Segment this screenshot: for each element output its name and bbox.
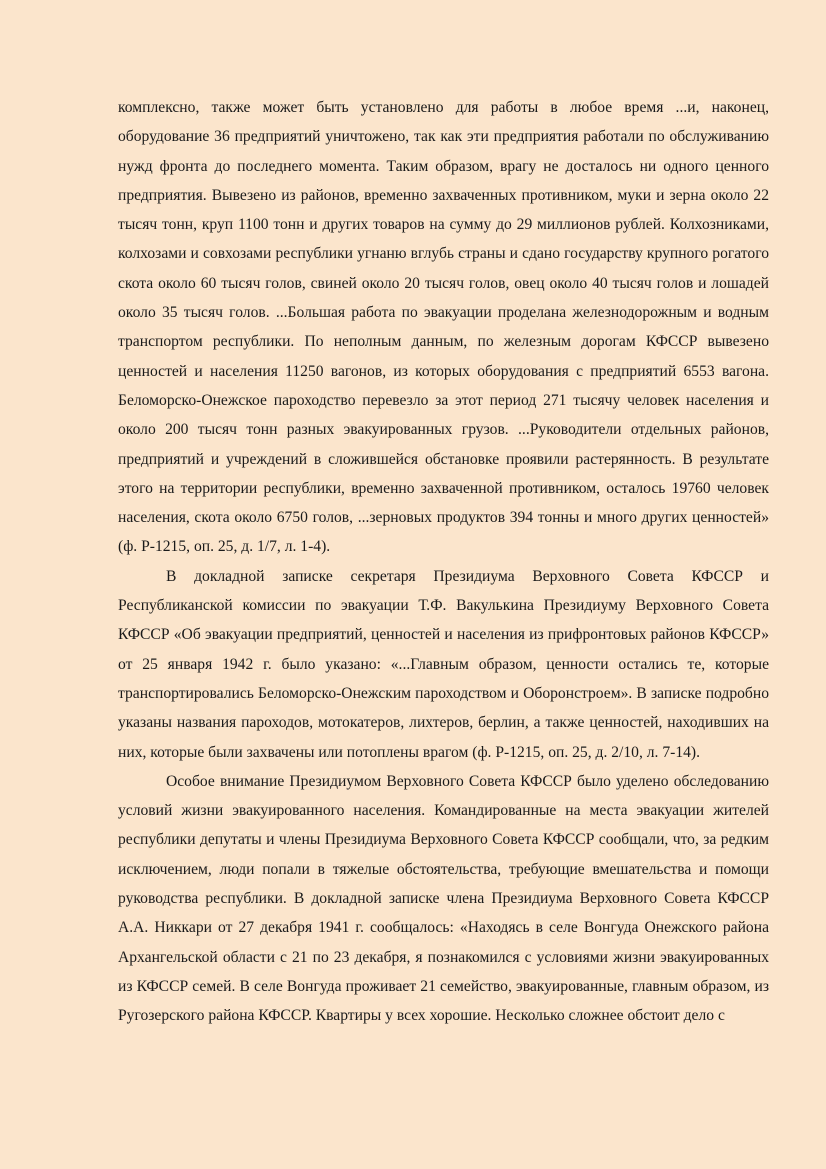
document-body [118,93,769,1031]
paragraph-3: Особое внимание Президиумом Верховного Совета КФССР было уделено обследованию условий жизни эвакуированного населения. Командированные на места эвакуации жителей республики депутаты и члены Президиума Верховного Совета КФССР сообщали, что, за редким исключением, люди попали в тяжелые обстоятельства, требующие вмешательства и помощи руководства республики. В докладной записке члена Президиума Верховного Совета КФССР А.А. Никкари от 27 декабря 1941 г. сообщалось: «Находясь в селе Вонгуда Онежского района Архангельской области с 21 по 23 декабря, я познакомился с условиями жизни эвакуированных из КФССР семей. В селе Вонгуда проживает 21 семейство, эвакуированные, главным образом, из Ругозерского района КФССР. Квартиры у всех хорошие. Несколько сложнее обстоит дело с [118,772,769,1025]
paragraph-1: комплексно, также может быть установлено для работы в любое время ...и, наконец, оборудование 36 предприятий уничтожено, так как эти предприятия работали по обслуживанию нужд фронта до последнего момента. Таким образом, врагу не досталось ни одного ценного предприятия. Вывезено из районов, временно захваченных противником, муки и зерна около 22 тысяч тонн, круп 1100 тонн и других товаров на сумму до 29 миллионов рублей. Колхозниками, колхозами и совхозами республики угнаню вглубь страны и сдано государству крупного рогатого скота около 60 тысяч голов, свиней около 20 тысяч голов, овец около 40 тысяч голов и лошадей около 35 тысяч голов. ...Большая работа по эвакуации проделана железнодорожным и водным транспортом республики. По неполным данным, по железным дорогам КФССР вывезено ценностей и населения 11250 вагонов, из которых оборудования с предприятий 6553 вагона. Беломорско-Онежское пароходство перевезло за этот период 271 тысячу человек населения и около 200 тысяч тонн разных эвакуированных грузов. ...Руководители отдельных районов, предприятий и учреждений в сложившейся обстановке проявили растерянность. В результате этого на территории республики, временно захваченной противником, осталось 19760 человек населения, скота около 6750 голов, ...зерновых продуктов 394 тонны и много других ценностей» (ф. Р-1215, оп. 25, д. 1/7, л. 1-4). [118,99,769,556]
paragraph-2: В докладной записке секретаря Президиума Верховного Совета КФССР и Республиканской комиссии по эвакуации Т.Ф. Вакулькина Президиуму Верховного Совета КФССР «Об эвакуации предприятий, ценностей и населения из прифронтовых районов КФССР» от 25 января 1942 г. было указано: «...Главным образом, ценности остались те, которые транспортировались Беломорско-Онежским пароходством и Оборонстроем». В записке подробно указаны названия пароходов, мотокатеров, лихтеров, берлин, а также ценностей, находивших на них, которые были захвачены или потоплены врагом (ф. Р-1215, оп. 25, д. 2/10, л. 7-14). [118,567,769,761]
